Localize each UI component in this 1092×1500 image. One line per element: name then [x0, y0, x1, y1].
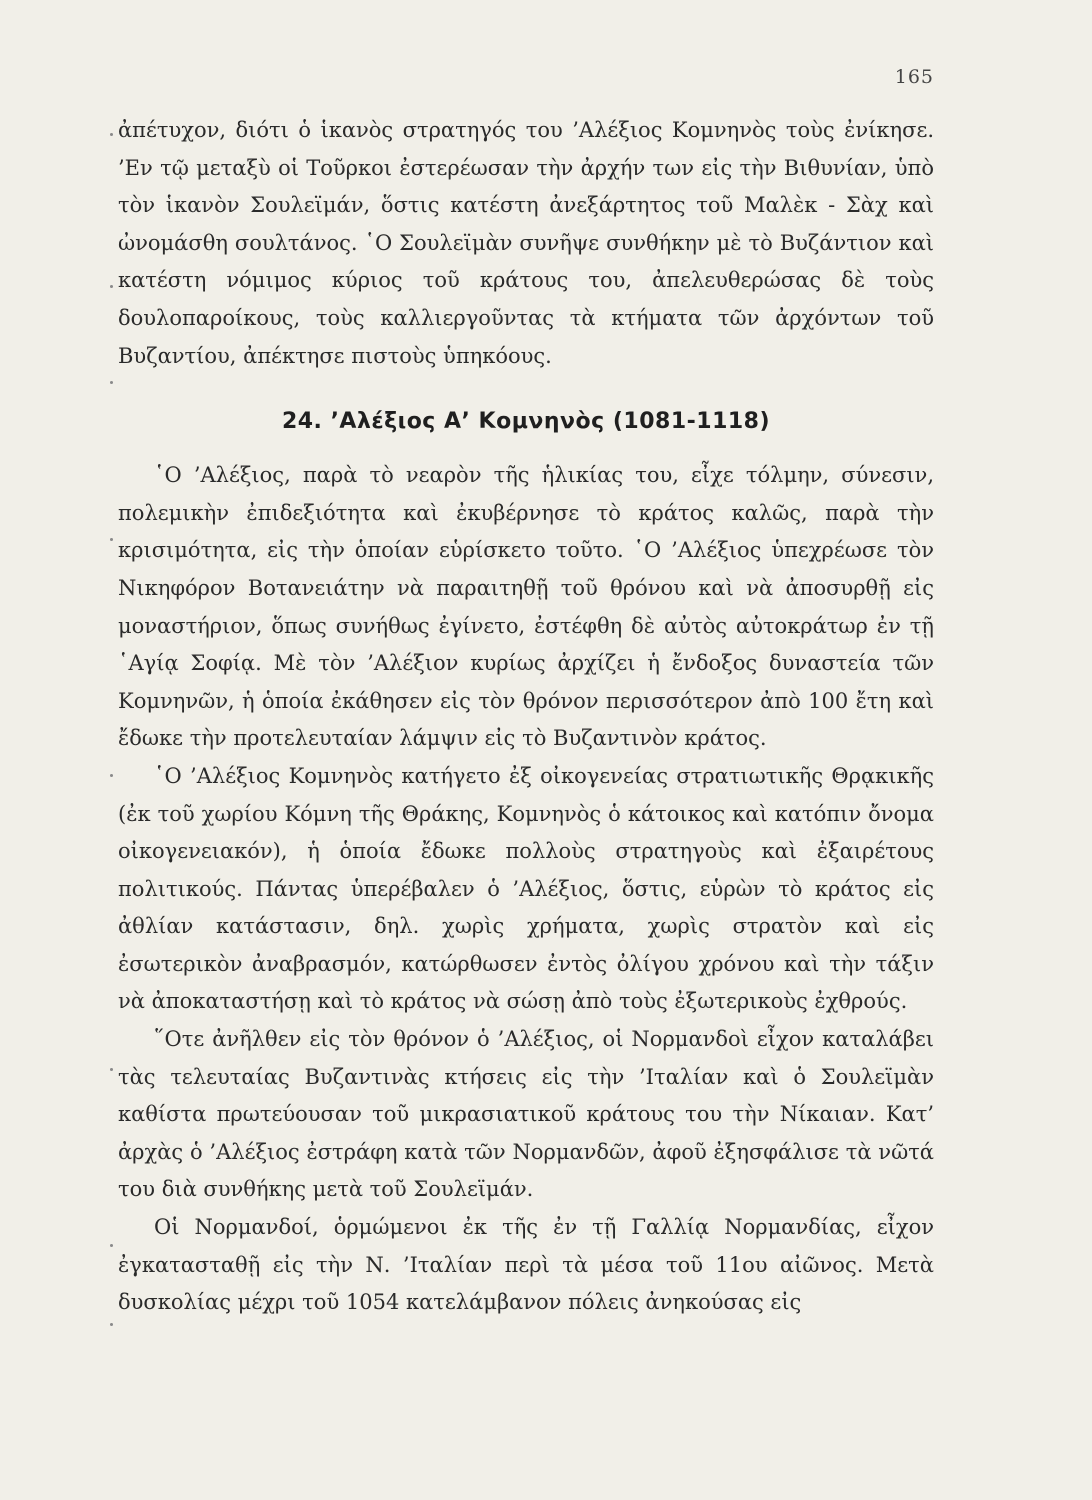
margin-speck — [110, 1323, 113, 1326]
margin-speck — [110, 538, 113, 541]
text-block — [118, 112, 934, 1322]
page-number: 165 — [894, 66, 934, 88]
margin-speck — [110, 285, 113, 288]
body-paragraph-1: ῾Ο ’Αλέξιος, παρὰ τὸ νεαρὸν τῆς ἡλικίας του, εἶχε τόλμην, σύνεσιν, πολεμικὴν ἐπιδεξιότητα καὶ ἐκυβέρνησε τὸ κράτος καλῶς, παρὰ τὴν κρισιμότητα, εἰς τὴν ὁποίαν εὑρίσκετο τοῦτο. ῾Ο ’Αλέξιος ὑπεχρέωσε τὸν Νικηφόρον Βοτανειάτην νὰ παραιτηθῇ τοῦ θρόνου καὶ νὰ ἀποσυρθῇ εἰς μοναστήριον, ὅπως συνήθως ἐγίνετο, ἐστέφθη δὲ αὐτὸς αὐτοκράτωρ ἐν τῇ ῾Αγίᾳ Σοφίᾳ. Μὲ τὸν ’Αλέξιον κυρίως ἀρχίζει ἡ ἔνδοξος δυναστεία τῶν Κομνηνῶν, ἡ ὁποία ἐκάθησεν εἰς τὸν θρόνον περισσότερον ἀπὸ 100 ἔτη καὶ ἔδωκε τὴν προτελευταίαν λάμψιν εἰς τὸ Βυζαντινὸν κράτος. — [118, 463, 934, 751]
body-paragraph-3: ῞Οτε ἀνῆλθεν εἰς τὸν θρόνον ὁ ’Αλέξιος, οἱ Νορμανδοὶ εἶχον καταλάβει τὰς τελευταίας Βυζαντινὰς κτήσεις εἰς τὴν ’Ιταλίαν καὶ ὁ Σουλεϊμὰν καθίστα πρωτεύουσαν τοῦ μικρασιατικοῦ κράτους του τὴν Νίκαιαν. Κατ’ ἀρχὰς ὁ ’Αλέξιος ἐστράφη κατὰ τῶν Νορμανδῶν, ἀφοῦ ἐξησφάλισε τὰ νῶτά του διὰ συνθήκης μετὰ τοῦ Σουλεϊμάν. — [118, 1027, 934, 1202]
body-paragraph-2: ῾Ο ’Αλέξιος Κομνηνὸς κατήγετο ἐξ οἰκογενείας στρατιωτικῆς Θρᾳκικῆς (ἐκ τοῦ χωρίου Κόμνη τῆς Θράκης, Κομνηνὸς ὁ κάτοικος καὶ κατόπιν ὄνομα οἰκογενειακόν), ἡ ὁποία ἔδωκε πολλοὺς στρατηγοὺς καὶ ἐξαιρέτους πολιτικούς. Πάντας ὑπερέβαλεν ὁ ’Αλέξιος, ὅστις, εὑρὼν τὸ κράτος εἰς ἀθλίαν κατάστασιν, δηλ. χωρὶς χρήματα, χωρὶς στρατὸν καὶ εἰς ἐσωτερικὸν ἀναβρασμόν, κατώρθωσεν ἐντὸς ὀλίγου χρόνου καὶ τὴν τάξιν νὰ ἀποκαταστήσῃ καὶ τὸ κράτος νὰ σώσῃ ἀπὸ τοὺς ἐξωτερικοὺς ἐχθρούς. — [118, 763, 934, 1014]
margin-speck — [110, 1068, 113, 1071]
body-paragraph-4: Οἱ Νορμανδοί, ὁρμώμενοι ἐκ τῆς ἐν τῇ Γαλλίᾳ Νορμανδίας, εἶχον ἐγκατασταθῇ εἰς τὴν Ν. ’Ιταλίαν περὶ τὰ μέσα τοῦ 11ου αἰῶνος. Μετὰ δυσκολίας μέχρι τοῦ 1054 κατελάμβανον πόλεις ἀνηκούσας εἰς — [118, 1215, 934, 1315]
margin-speck — [110, 774, 113, 777]
intro-paragraph: ἀπέτυχον, διότι ὁ ἱκανὸς στρατηγός του ’Αλέξιος Κομνηνὸς τοὺς ἐνίκησε. ’Εν τῷ μεταξὺ οἱ Τοῦρκοι ἐστερέωσαν τὴν ἀρχήν των εἰς τὴν Βιθυνίαν, ὑπὸ τὸν ἱκανὸν Σουλεϊμάν, ὅστις κατέστη ἀνεξάρτητος τοῦ Μαλὲκ - Σὰχ καὶ ὠνομάσθη σουλτάνος. ῾Ο Σουλεϊμὰν συνῆψε συνθήκην μὲ τὸ Βυζάντιον καὶ κατέστη νόμιμος κύριος τοῦ κράτους του, ἀπελευθερώσας δὲ τοὺς δουλοπαροίκους, τοὺς καλλιεργοῦντας τὰ κτήματα τῶν ἀρχόντων τοῦ Βυζαντίου, ἀπέκτησε πιστοὺς ὑπηκόους. — [118, 118, 934, 368]
margin-speck — [110, 133, 113, 136]
section-heading: 24. ’Αλέξιος Α’ Κομνηνὸς (1081-1118) — [281, 409, 771, 435]
margin-speck — [110, 1244, 113, 1247]
margin-speck — [110, 381, 113, 384]
